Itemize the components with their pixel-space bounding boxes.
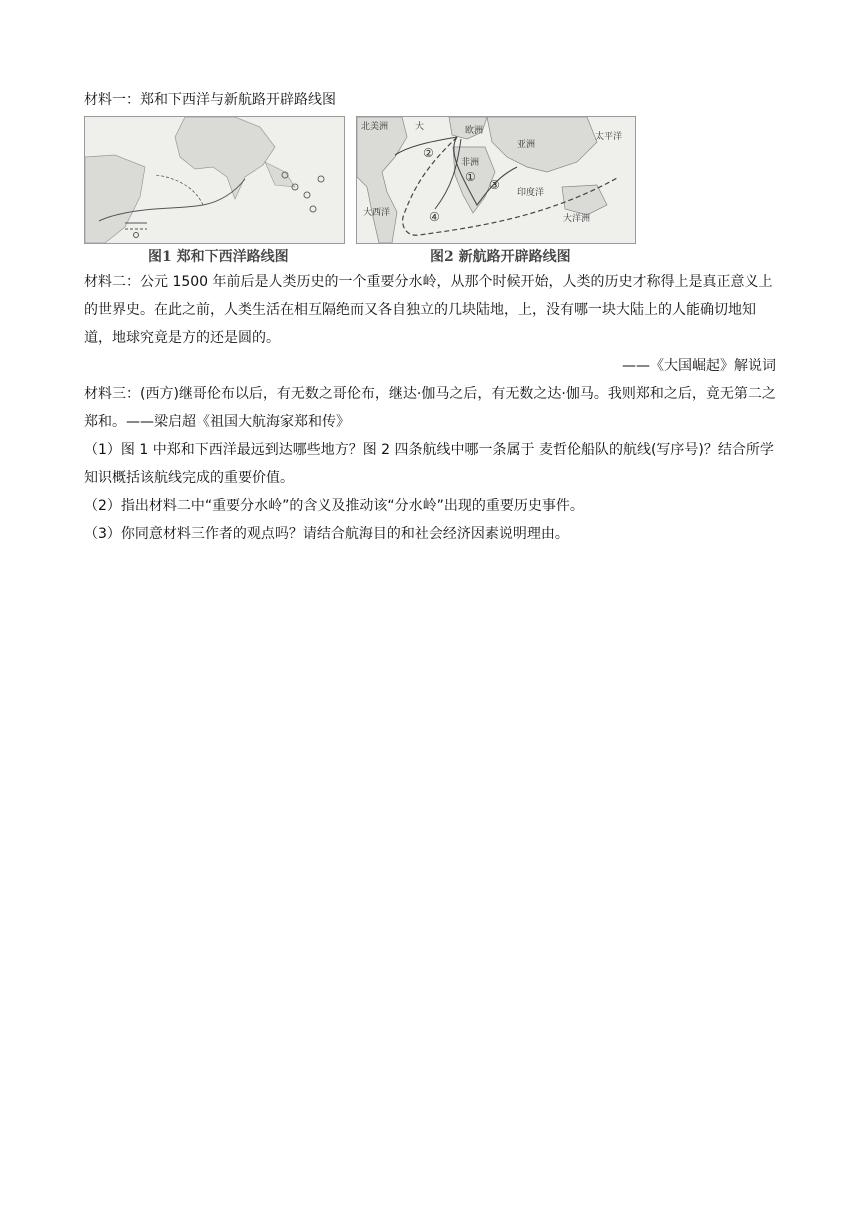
map-label: ④ xyxy=(429,210,440,224)
map-label: ③ xyxy=(489,178,500,192)
document-page xyxy=(84,86,776,548)
map-label: 大西洋 xyxy=(363,208,391,218)
map-label: 太平洋 xyxy=(595,132,623,142)
material1-title: 材料一：郑和下西洋与新航路开辟路线图 xyxy=(84,92,336,108)
map-label: 非洲 xyxy=(461,158,480,168)
map-label: ② xyxy=(423,146,434,160)
map-label: 大 xyxy=(415,122,425,132)
question-1: （1）图 1 中郑和下西洋最远到达哪些地方？图 2 四条航线中哪一条属于 麦哲伦船队的航线(写序号)？结合所学知识概括该航线完成的重要价值。 xyxy=(84,442,774,486)
material2-source: ——《大国崛起》解说词 xyxy=(622,358,776,374)
map-label: 印度洋 xyxy=(517,188,545,198)
zhenghe-route-map xyxy=(84,116,345,244)
new-route-map xyxy=(356,116,636,244)
material2-text: 材料二：公元 1500 年前后是人类历史的一个重要分水岭，从那个时候开始，人类的历史才称得上是真正意义上的世界史。在此之前，人类生活在相互隔绝而又各自独立的几块陆地，上，没有哪一块大陆上的人能确切地知道，地球究竟是方的还是圆的。 xyxy=(84,274,773,346)
fig1-caption: 图1 郑和下西洋路线图 xyxy=(148,249,289,265)
map-label: ① xyxy=(465,170,476,184)
map-label: 亚洲 xyxy=(517,140,536,150)
fig2-caption: 图2 新航路开辟路线图 xyxy=(430,249,571,265)
zhenghe-map-graphic xyxy=(85,117,344,243)
map-label: 大洋洲 xyxy=(563,214,591,224)
map-label: 北美洲 xyxy=(361,122,389,132)
question-3: （3）你同意材料三作者的观点吗？请结合航海目的和社会经济因素说明理由。 xyxy=(84,526,569,542)
question-2: （2）指出材料二中“重要分水岭”的含义及推动该“分水岭”出现的重要历史事件。 xyxy=(84,498,584,514)
material3-text: 材料三：(西方)继哥伦布以后，有无数之哥伦布，继达·伽马之后，有无数之达·伽马。我则郑和之后，竟无第二之郑和。——梁启超《祖国大航海家郑和传》 xyxy=(84,386,776,430)
new-route-map-graphic xyxy=(357,117,635,243)
figures-row xyxy=(84,116,776,268)
map-label: 欧洲 xyxy=(465,126,484,136)
